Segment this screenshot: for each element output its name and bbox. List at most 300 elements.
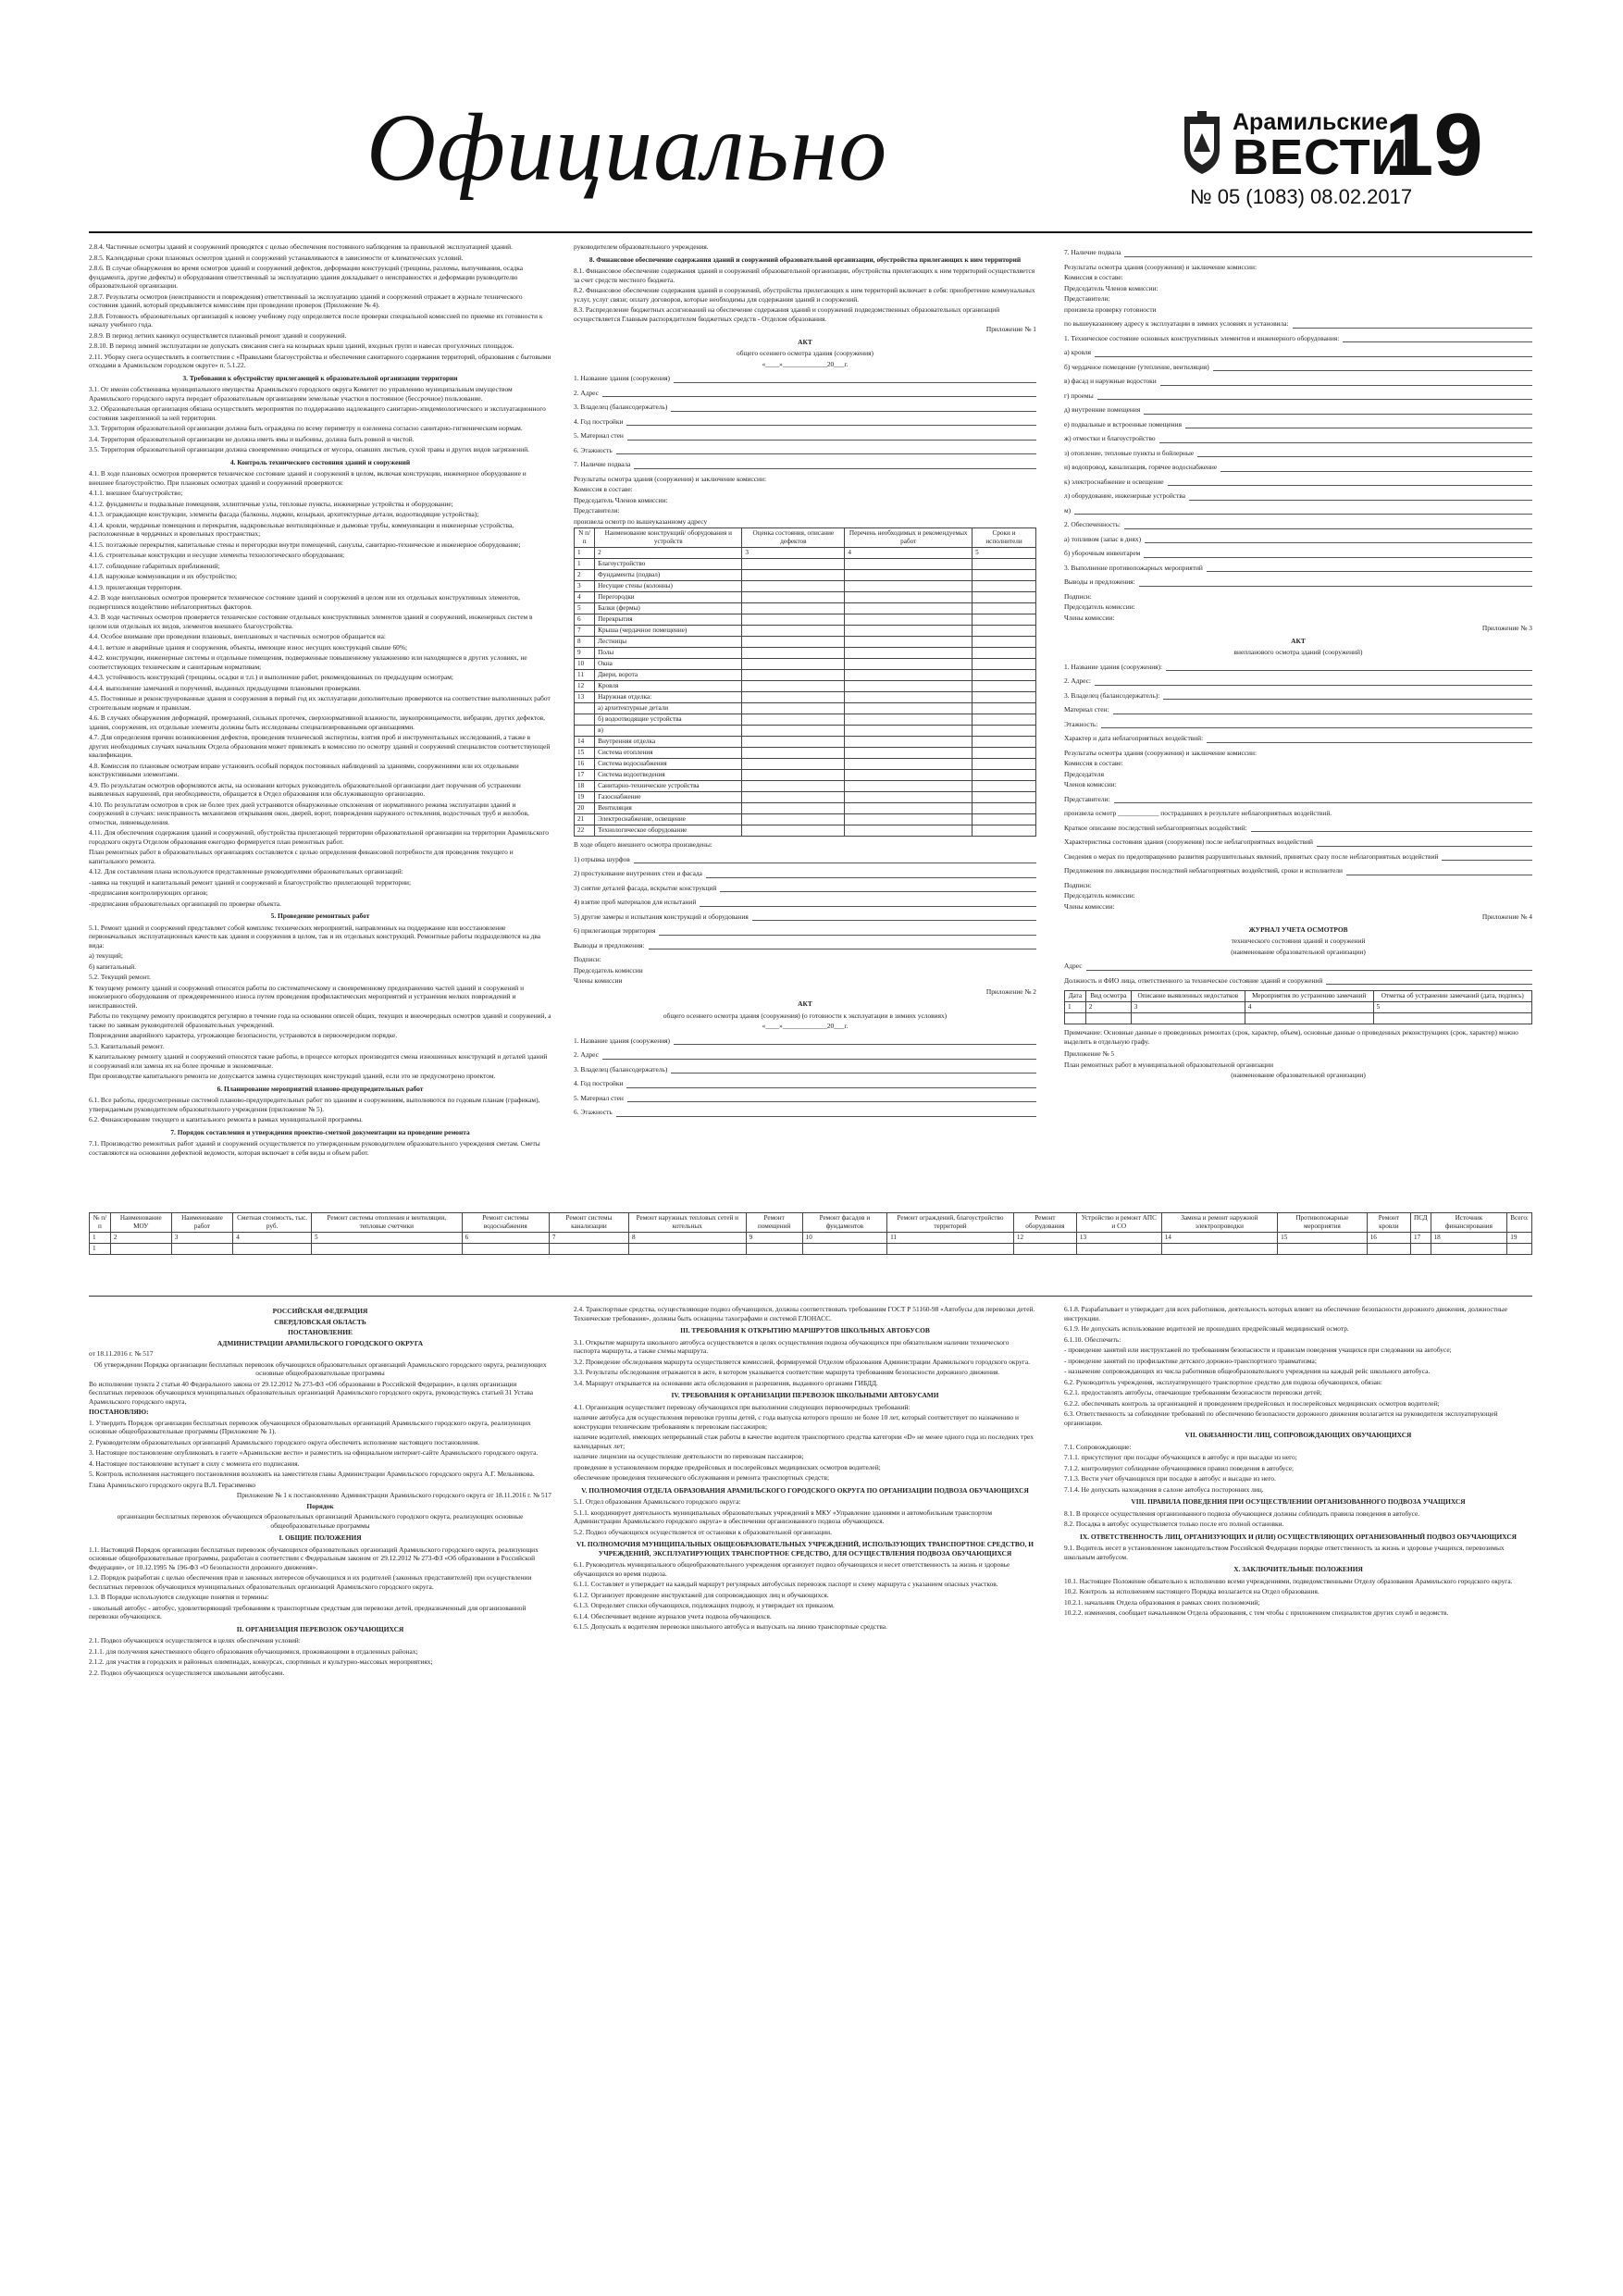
list-item: 6) прилегающая территория: [574, 926, 1036, 936]
brand-main: ВЕСТИ: [1233, 130, 1408, 185]
paragraph: План ремонтных работ в образовательных организациях составляется с целью определения финансовой потребности для проведения текущего и капитального ремонта.: [89, 848, 514, 865]
appendix-label: Приложение № 4: [1481, 912, 1532, 921]
paragraph: 3. Настоящее постановление опубликовать в газете «Арамильские вести» и разместить на официальном интернет-сайте Арамильского городского округа.: [89, 1448, 539, 1457]
plan-title: План ремонтных работ в муниципальной образовательной организации: [1064, 1060, 1274, 1069]
paragraph: 2. Руководителям образовательных организаций Арамильского городского округа обеспечить исполнение настоящего постановления.: [89, 1437, 480, 1446]
paragraph: Председателя: [1064, 769, 1104, 778]
column-2: [574, 242, 1036, 1205]
form-field-basement: 7. Наличие подвала: [1064, 248, 1532, 257]
form-field: 6. Этажность: [574, 1108, 1036, 1117]
column-number: 2: [595, 548, 742, 559]
row-label: Благоустройство: [595, 559, 742, 570]
column-number: 16: [1367, 1233, 1410, 1244]
row-number: 12: [575, 681, 595, 692]
form-field: 2. Адрес:: [1064, 676, 1532, 686]
empty-cell: [973, 670, 1036, 681]
column-number: 3: [1131, 1002, 1245, 1013]
table-row: [575, 570, 1036, 581]
paragraph: 10.1. Настоящее Положение обязательно к исполнению всеми учреждениями, подведомственными Отделу образования Арамильского городского округа.: [1064, 1576, 1513, 1585]
column-number: 14: [1161, 1233, 1278, 1244]
readiness-checklist: [1064, 319, 1532, 587]
empty-cell: [845, 692, 973, 703]
paragraph: 1. Утвердить Порядок организации бесплатных перевозок обучающихся образовательных организаций Арамильского городского округа, реализующих основные общеобразовательные программы (Приложение № 1).: [89, 1418, 531, 1435]
masthead: [89, 85, 1532, 224]
paragraph: б) капитальный.: [89, 962, 137, 971]
column-number: 19: [1507, 1233, 1532, 1244]
row-number: 10: [575, 659, 595, 670]
paragraph: 4.4. Особое внимание при проведении плановых, внеплановых и частичных осмотров обращается на:: [89, 632, 386, 640]
section-heading: II. ОРГАНИЗАЦИЯ ПЕРЕВОЗОК ОБУЧАЮЩИХСЯ: [236, 1624, 404, 1633]
conclusions: Выводы и предложения:: [574, 941, 1036, 950]
paragraph: 3.2. Образовательная организация обязана осуществлять мероприятия по поддержанию надлежащего санитарно-эпидемиологического и эксплуатационного состояния закрепленной за ней территории.: [89, 404, 546, 422]
form-field-name: 1. Название здания (сооружения): [574, 374, 1036, 383]
paragraph: 4.1.3. ограждающие конструкции, элементы фасада (балконы, лоджии, козырьки, архитектурные детали, водоотводящие устройства);: [89, 510, 479, 518]
column-number: 15: [1278, 1233, 1368, 1244]
masthead-rule: [89, 231, 1532, 233]
journal-org: (наименование образовательной организации): [1231, 947, 1366, 956]
form-field: 1. Название здания (сооружения): [574, 1036, 1036, 1046]
section-heading: IX. ОТВЕТСТВЕННОСТЬ ЛИЦ, ОРГАНИЗУЮЩИХ И (ИЛИ) ОСУЩЕСТВЛЯЮЩИХ ОРГАНИЗОВАННЫЙ ПОДВОЗ ОБУЧАЮЩИХСЯ: [1079, 1532, 1517, 1541]
appendix-label: Приложение № 3: [1481, 624, 1532, 632]
empty-cell: [845, 714, 973, 726]
header-line: СВЕРДЛОВСКАЯ ОБЛАСТЬ: [274, 1317, 366, 1326]
repair-plan-table: [89, 1212, 1532, 1255]
paragraph: 8.2. Финансовое обеспечение содержания зданий и сооружений, обустройства прилегающих к ним территорий включает в себя: приобретение коммунальных услуг, услуг связи; оплату договоров, которые необходимы для содержания зданий и сооружений.: [574, 286, 1035, 304]
row-number: 15: [575, 748, 595, 759]
checklist-item: Выводы и предложения:: [1064, 577, 1532, 587]
paragraph: 1.1. Настоящий Порядок организации бесплатных перевозок обучающихся образовательных организаций Арамильского городского округа, реализующих основные общеобразовательные программы, разработан в соответствии с Федеральным законом от 29.12.2012 № 273-ФЗ «Об образовании в Российской Федерации», от 10.12.1995 № 196-ФЗ «О безопасности дорожного движения».: [89, 1545, 539, 1571]
signatures: Подписи:: [1064, 880, 1092, 889]
paragraph: наличие автобуса для осуществления перевозки группы детей, с года выпуска которого прошло не более 10 лет, который соответствует по назначению и конструкции техническим требованиям к перевозкам пассажиров;: [574, 1413, 1019, 1431]
row-number: 1: [90, 1244, 111, 1255]
paragraph: 6.1.5. Допускать к водителям перевозки школьного автобуса и выпускать на линию транспортные средства.: [574, 1622, 887, 1631]
form-field: 3. Владелец (балансодержатель): [574, 1065, 1036, 1074]
paragraph: произвела осмотр ____________ пострадавших в результате неблагоприятных воздействий.: [1064, 809, 1332, 817]
empty-cell: [742, 692, 845, 703]
paragraph: Результаты осмотра здания (сооружения) и заключение комиссии:: [1064, 262, 1258, 271]
row-number: 14: [575, 737, 595, 748]
paragraph: 6.1.3. Определяет списки обучающихся, подлежащих подвозу, и утверждает их приказом.: [574, 1601, 835, 1609]
empty-cell: [845, 825, 973, 837]
paragraph: Представители:: [1064, 294, 1110, 303]
empty-cell: [845, 659, 973, 670]
table-row: [575, 670, 1036, 681]
members: Члены комиссии:: [1064, 901, 1115, 911]
signatures: Подписи:: [1064, 591, 1092, 601]
column-header: Перечень необходимых и рекомендуемых работ: [845, 528, 973, 548]
column-header: Наименование МОУ: [110, 1213, 171, 1233]
row-label: Балки (фермы): [595, 603, 742, 614]
form-field: Характер и дата неблагоприятных воздействий:: [1064, 734, 1532, 743]
empty-cell: [973, 748, 1036, 759]
paragraph: 4.1.6. строительные конструкции и несущие элементы технологического оборудования;: [89, 551, 345, 559]
row-label: Вентиляция: [595, 803, 742, 814]
empty-cell: [845, 814, 973, 825]
journal-table: [1064, 990, 1532, 1024]
column-header: Источник финансирования: [1431, 1213, 1507, 1233]
paragraph: 8.1. Финансовое обеспечение содержания зданий и сооружений образовательной организации, обустройства прилегающих к ним территорий осуществляется за счет средств местного бюджета.: [574, 267, 1035, 284]
section-heading: 6. Планирование мероприятий планово-предупредительных работ: [217, 1084, 424, 1093]
empty-cell: [1278, 1244, 1368, 1255]
empty-cell: [742, 703, 845, 714]
row-label: Санитарно-технические устройства: [595, 781, 742, 792]
column-number: 9: [746, 1233, 802, 1244]
paragraph: 6.1.9. Не допускать использование водителей не прошедших предрейсовый медицинский осмотр.: [1064, 1324, 1349, 1333]
paragraph: 8.2. Посадка в автобус осуществляется только после его полной остановки.: [1064, 1520, 1284, 1528]
paragraph: 3.3. Территория образовательной организации должна быть ограждена по всему периметру и озеленена согласно санитарно-гигиеническим нормам.: [89, 424, 523, 432]
section-heading: IV. ТРЕБОВАНИЯ К ОРГАНИЗАЦИИ ПЕРЕВОЗОК ШКОЛЬНЫМИ АВТОБУСАМИ: [671, 1391, 939, 1399]
section-heading: V. ПОЛНОМОЧИЯ ОТДЕЛА ОБРАЗОВАНИЯ АРАМИЛЬСКОГО ГОРОДСКОГО ОКРУГА ПО ОРГАНИЗАЦИИ ПОДВОЗА ОБУЧАЮЩИХСЯ: [581, 1485, 1029, 1495]
form-field: Адрес: [1064, 962, 1532, 971]
empty-cell: [1013, 1244, 1076, 1255]
paragraph: наличие лицензии на осуществление деятельности по перевозкам пассажиров;: [574, 1452, 804, 1460]
empty-cell: [973, 648, 1036, 659]
paragraph: 4.1.8. наружные коммуникации и их обустройство;: [89, 572, 238, 580]
paragraph: 6.1.4. Обеспечивает ведение журналов учета подвоза обучающихся.: [574, 1611, 772, 1620]
checklist-item: е) подвальные и встроенные помещения: [1064, 420, 1532, 429]
empty-cell: [973, 803, 1036, 814]
row-label: а) архитектурные детали: [595, 703, 742, 714]
row-number: [575, 714, 595, 726]
empty-cell: [628, 1244, 746, 1255]
column-number: 6: [462, 1233, 549, 1244]
row-label: Фундаменты (подвал): [595, 570, 742, 581]
paragraph: 2.2. Подвоз обучающихся осуществляется школьными автобусами.: [89, 1668, 285, 1677]
column-number: 7: [549, 1233, 628, 1244]
empty-cell: [742, 748, 845, 759]
empty-cell: [973, 737, 1036, 748]
checklist-item: г) проемы: [1064, 391, 1532, 401]
table-row: [575, 726, 1036, 737]
brand-top: Арамильские: [1233, 109, 1389, 135]
form-field: Этажность:: [1064, 720, 1532, 729]
empty-cell: [845, 670, 973, 681]
empty-cell: [845, 703, 973, 714]
empty-cell: [742, 637, 845, 648]
coat-of-arms-icon: [1181, 111, 1223, 176]
paragraph: 10.2. Контроль за исполнением настоящего Порядка возлагается на Отдел образования.: [1064, 1587, 1319, 1595]
paragraph: 5.3. Капитальный ремонт.: [89, 1041, 165, 1050]
row-label: Перекрытия: [595, 614, 742, 626]
paragraph: 4.12. Для составления плана используются представленные руководителями образовательных организаций:: [89, 867, 403, 875]
paragraph: 4. Настоящее постановление вступает в силу с момента его подписания.: [89, 1458, 300, 1468]
chairman: Председатель комиссии: [574, 965, 643, 974]
paragraph: 9.1. Водитель несет в установленном законодательством Российской Федерации порядке ответственность за жизнь и здоровье учащихся, перевозимых школьным автобусом.: [1064, 1544, 1505, 1561]
column-number: 4: [1245, 1002, 1373, 1013]
doc-title: Порядок: [306, 1501, 334, 1510]
section-heading: III. ТРЕБОВАНИЯ К ОТКРЫТИЮ МАРШРУТОВ ШКОЛЬНЫХ АВТОБУСОВ: [680, 1326, 930, 1334]
column-number: 4: [845, 548, 973, 559]
section-heading: 3. Требования к обустройству прилегающей к образовательной организации территории: [182, 373, 458, 382]
form-field: Сведения о мерах по предотвращению развития разрушительных явлений, принятых сразу после неблагоприятных воздействий: [1064, 852, 1532, 862]
paragraph: 6.2. Финансирование текущего и капитального ремонта в рамках муниципальной программы.: [89, 1115, 364, 1123]
checklist-item: з) отопление, тепловые пункты и бойлерные: [1064, 449, 1532, 458]
section-heading: 7. Порядок составления и утверждения проектно-сметной документации на проведение ремонта: [170, 1127, 470, 1136]
paragraph: - проведение занятий или инструктажей по требованиям безопасности и правилам поведения учащихся при следовании на автобусе;: [1064, 1346, 1452, 1354]
paragraph: 2.8.10. В период зимней эксплуатации не допускать свисания снега на козырьках крыш зданий, входных групп и навесах прогулочных площадок.: [89, 341, 514, 350]
paragraph: 5.1. Отдел образования Арамильского городского округа:: [574, 1497, 741, 1506]
row-number: 22: [575, 825, 595, 837]
column-number: 3: [742, 548, 845, 559]
empty-cell: [742, 648, 845, 659]
empty-cell: [845, 726, 973, 737]
date-line: «____»_____________20___г.: [762, 1022, 849, 1030]
row-label: Наружная отделка:: [595, 692, 742, 703]
empty-cell: [973, 592, 1036, 603]
paragraph: 6.2. Руководитель учреждения, эксплуатирующего транспортное средство для подвоза обучающихся, обязан:: [1064, 1377, 1382, 1386]
row-number: [575, 703, 595, 714]
column-number: 4: [233, 1233, 312, 1244]
appendix-label: Приложение № 2: [985, 987, 1036, 996]
empty-cell: [845, 559, 973, 570]
row-number: 21: [575, 814, 595, 825]
empty-cell: [742, 814, 845, 825]
paragraph: 7.1.3. Вести учет обучающихся при посадке в автобус и высадке из него.: [1064, 1474, 1276, 1483]
paragraph: 3.1. Открытие маршрута школьного автобуса осуществляется в целях осуществления подвоза обучающихся при обязательном наличии технического паспорта маршрута, а также схемы маршрута.: [574, 1337, 1010, 1355]
paragraph: 4.10. По результатам осмотров в срок не более трех дней устраняются обнаруженные отклонения от нормативного режима эксплуатации зданий и сооружений в случаях: неисправность механизмов открывания окон, дверей, ворот, повреждения наружного остекления, водосточных труб и желобов, отмостки, ливневыделения.: [89, 800, 529, 826]
empty-cell: [973, 559, 1036, 570]
row-number: 6: [575, 614, 595, 626]
row-label: Газоснабжение: [595, 792, 742, 803]
column-header: № п/п: [90, 1213, 111, 1233]
column-header: ПСД: [1411, 1213, 1431, 1233]
paragraph: 5.2. Подвоз обучающихся осуществляется от остановки к образовательной организации.: [574, 1527, 832, 1536]
column-header: Ремонт наружных тепловых сетей и котельных: [628, 1213, 746, 1233]
empty-cell: [845, 770, 973, 781]
section-heading: 5. Проведение ремонтных работ: [270, 912, 370, 920]
section-heading: 8. Финансовое обеспечение содержания зданий и сооружений образовательной организации, обустройства прилегающих к ним территорий: [588, 254, 1022, 264]
paragraph: 4.1.7. соблюдение габаритных приближений;: [89, 561, 220, 570]
empty-cell: [311, 1244, 462, 1255]
form-field: Должность и ФИО лица, ответственного за техническое состояние зданий и сооружений: [1064, 976, 1532, 986]
empty-cell: [1161, 1244, 1278, 1255]
empty-cell: [110, 1244, 171, 1255]
chairman: Председатель комиссии:: [1064, 602, 1135, 611]
paragraph: Повреждения аварийного характера, угрожающие безопасности, устраняются в первоочередном порядке.: [89, 1031, 398, 1039]
column-header: Отметка об устранении замечаний (дата, подпись): [1373, 991, 1531, 1002]
paragraph: 10.2.2. изменения, сообщает начальником Отдела образования, с тем чтобы с приложением специалистов других служб и ведомств.: [1064, 1608, 1449, 1617]
paragraph: наличие водителей, имеющих непрерывный стаж работы в качестве водителя транспортного средства категории «D» не менее одного года из последних трех календарных лет;: [574, 1433, 1034, 1450]
paragraph: 5.2. Текущий ремонт.: [89, 973, 151, 981]
paragraph: 2.8.9. В период летних каникул осуществляется плановый ремонт зданий и сооружений.: [89, 330, 347, 340]
form-field: 2. Адрес: [574, 1050, 1036, 1060]
empty-cell: [845, 759, 973, 770]
checklist-item: а) топливом (запас в днях): [1064, 535, 1532, 544]
header-line: АДМИНИСТРАЦИИ АРАМИЛЬСКОГО ГОРОДСКОГО ОКРУГА: [217, 1338, 424, 1347]
column-header: Вид осмотра: [1085, 991, 1131, 1002]
paragraph: 4.9. По результатам осмотров оформляются акты, на основании которых руководитель образовательной организации дает поручения об устранении выявленных нарушений, при необходимости, обращается в Отдел образования или обслуживающую организацию.: [89, 780, 521, 798]
row-label: Несущие стены (колонны): [595, 581, 742, 592]
section-heading: I. ОБЩИЕ ПОЛОЖЕНИЯ: [279, 1533, 362, 1542]
row-number: 16: [575, 759, 595, 770]
column-header: Ремонт системы водоснабжения: [462, 1213, 549, 1233]
column-number: 1: [575, 548, 595, 559]
paragraph: 8.1. В процессе осуществления организованного подвоза обучающиеся должны соблюдать правила поведения в автобусе.: [1064, 1508, 1420, 1518]
table-row: [575, 592, 1036, 603]
section-heading: VII. ОБЯЗАННОСТИ ЛИЦ, СОПРОВОЖДАЮЩИХ ОБУЧАЮЩИХСЯ: [1184, 1431, 1412, 1439]
paragraph: 6.1.1. Составляет и утверждает на каждый маршрут регулярных автобусных перевозок паспорт и схему маршрута с указанием опасных участков.: [574, 1580, 998, 1588]
column-number: 5: [311, 1233, 462, 1244]
journal-subtitle: технического состояния зданий и сооружений: [1231, 937, 1366, 945]
form-field-basement: 7. Наличие подвала: [574, 460, 1036, 469]
paragraph: 2.1.2. для участия в городских и районных олимпиадах, конкурсах, спортивных и культурно-массовых мероприятиях;: [89, 1657, 433, 1666]
checklist-item: в) фасад и наружные водостоки: [1064, 377, 1532, 386]
paragraph: 5.1. Ремонт зданий и сооружений представляет собой комплекс технических мероприятий, направленных на поддержание или восстановление первоначальных эксплуатационных качеств как здания и сооружения в целом, так и их отдельных конструкций. Ремонтные работы подразделяются на два вида:: [89, 923, 541, 949]
paragraph: Работы по текущему ремонту производятся регулярно в течение года на основании описей общих, текущих и внеочередных осмотров зданий и сооружений, а также по заявкам руководителей образовательных учреждений.: [89, 1011, 551, 1029]
column-number: 18: [1431, 1233, 1507, 1244]
empty-cell: [973, 681, 1036, 692]
column-header: Замена и ремонт наружной электропроводки: [1161, 1213, 1278, 1233]
appendix-label: Приложение № 1: [985, 325, 1036, 333]
empty-cell: [845, 781, 973, 792]
column-header: Ремонт системы отопления и вентиляции, тепловые счетчики: [311, 1213, 462, 1233]
section-title: Официально: [366, 94, 888, 201]
paragraph: 4.4.2. конструкции, инженерные системы и отдельные помещения, подверженные повышенному увлажнению или находящиеся в других условиях, не соответствующих техническим и санитарным нормативам;: [89, 653, 527, 671]
empty-cell: [742, 681, 845, 692]
paragraph: 6.3. Ответственность за соблюдение требований по обеспечению безопасности дорожного движения возлагается на руководителя эксплуатирующей организации.: [1064, 1409, 1498, 1427]
paragraph: 6.1. Все работы, предусмотренные системой планово-предупредительных работ по зданиям и сооружениям, выполняются по годовым планам (графикам), утверждаемым руководителем образовательного учреждения (приложение № 5).: [89, 1096, 540, 1113]
decree-subject: Об утверждении Порядка организации бесплатных перевозок обучающихся образовательных организаций Арамильского городского округа, реализующих основные общеобразовательные программы: [93, 1359, 547, 1377]
paragraph: В ходе общего внешнего осмотра произведены:: [574, 840, 712, 849]
paragraph: Во исполнение пункта 2 статьи 40 Федерального закона от 29.12.2012 № 273-ФЗ «Об образовании в Российской Федерации», в целях организации бесплатных перевозок обучающихся муниципальных образовательных организаций Арамильского городского округа, руководствуясь статьей 31 Устава Арамильского городского округа,: [89, 1379, 534, 1406]
paragraph: 3.1. От имени собственника муниципального имущества Арамильского городского округа Комитет по управлению муниципальным имуществом Арамильского городского округа передает образовательным организациям земельные участки в постоянное (бессрочное) пользование.: [89, 385, 513, 403]
row-label: Система водоотведения: [595, 770, 742, 781]
empty-cell: [845, 737, 973, 748]
list-item: 3) снятие деталей фасада, вскрытие конструкций: [574, 884, 1036, 893]
table-row: [575, 825, 1036, 837]
plan-org: (наименование образовательной организации): [1231, 1071, 1366, 1079]
column-header: Ремонт ограждений, благоустройство территорий: [887, 1213, 1014, 1233]
paragraph: 2.8.4. Частичные осмотры зданий и сооружений проводятся с целью обеспечения постоянного наблюдения за правильной эксплуатацией зданий.: [89, 242, 513, 251]
row-label: Крыша (чердачное помещение): [595, 626, 742, 637]
paragraph: - назначение сопровождающих из числа работников общеобразовательного учреждения на каждый рейс школьного автобуса.: [1064, 1367, 1431, 1375]
empty-cell: [742, 581, 845, 592]
row-number: 9: [575, 648, 595, 659]
row-number: 18: [575, 781, 595, 792]
table-row: [575, 603, 1036, 614]
doc-subtitle: организации бесплатных перевозок обучающихся образовательных организаций Арамильского городского округа, реализующих основные общеобразовательные программы: [117, 1512, 524, 1530]
empty-cell: [973, 726, 1036, 737]
empty-cell: [845, 570, 973, 581]
checklist-item: б) уборочным инвентарем: [1064, 549, 1532, 558]
row-label: Лестницы: [595, 637, 742, 648]
table-row: [575, 703, 1036, 714]
paragraph: 1.3. В Порядке используются следующие понятия и термины:: [89, 1593, 269, 1601]
empty-cell: [973, 659, 1036, 670]
empty-cell: [973, 825, 1036, 837]
table-row: [575, 614, 1036, 626]
paragraph: 4.1. В ходе плановых осмотров проверяется техническое состояние зданий и сооружений в целом, включая конструкции, инженерное оборудование и внешнее благоустройство. При плановых осмотрах зданий и сооружений проверяются:: [89, 469, 527, 487]
paragraph: Членов комиссии:: [1064, 780, 1117, 788]
paragraph: 3.4. Территория образовательной организации не должна иметь ямы и выбоины, должна быть ровной и чистой.: [89, 434, 415, 443]
form-field-address: 2. Адрес: [574, 389, 1036, 398]
row-number: 19: [575, 792, 595, 803]
empty-cell: [1507, 1244, 1532, 1255]
paragraph: 7.1.2. контролируют соблюдение обучающимися правил поведения в автобусе;: [1064, 1463, 1295, 1472]
paragraph: -предписания образовательных организаций по проверке объекта.: [89, 899, 281, 908]
paragraph: обеспечение проведения технического обслуживания и ремонта транспортных средств;: [574, 1473, 830, 1482]
paragraph: 4.7. Для определения причин возникновения дефектов, проведения технической экспертизы, взятия проб и инструментальных исследований, а также в других необходимых случаях начальник Отдела образования может привлекать в комиссию по осмотру зданий и сооружений специалистов соответствующей квалификации.: [89, 733, 551, 759]
paragraph: 3.3. Результаты обследования отражаются в акте, в котором указывается соответствие маршрута требованиям безопасности дорожного движения.: [574, 1368, 1000, 1376]
row-number: 3: [575, 581, 595, 592]
empty-cell: [549, 1244, 628, 1255]
form-field-floors: 6. Этажность: [574, 446, 1036, 455]
empty-cell: [742, 770, 845, 781]
row-label: Система водоснабжения: [595, 759, 742, 770]
column-3: [1064, 242, 1532, 1205]
empty-cell: [742, 825, 845, 837]
members: Члены комиссии:: [1064, 613, 1115, 622]
checklist-item: по вышеуказанному адресу к эксплуатации в зимних условиях и установила:: [1064, 319, 1532, 329]
empty-cell: [742, 559, 845, 570]
column-header: Устройство и ремонт АПС и СО: [1076, 1213, 1161, 1233]
paragraph: 6.1.10. Обеспечить:: [1064, 1334, 1121, 1344]
paragraph: Председатель Членов комиссии:: [1064, 283, 1158, 292]
row-number: [575, 726, 595, 737]
paragraph: 7.1.1. присутствуют при посадке обучающихся в автобус и при высадке из него;: [1064, 1453, 1297, 1461]
paragraph: Комиссия в составе:: [574, 485, 633, 493]
paragraph: 6.2.2. обеспечивать контроль за организацией и проведением предрейсовых и послерейсовых медицинских осмотров водителей;: [1064, 1398, 1440, 1408]
paragraph: Представители:: [574, 506, 620, 515]
table-row: [575, 692, 1036, 703]
row-number: 11: [575, 670, 595, 681]
form-field-owner: 3. Владелец (балансодержатель): [574, 403, 1036, 412]
act-title: АКТ: [798, 999, 812, 1008]
empty-cell: [742, 781, 845, 792]
column-number: 12: [1013, 1233, 1076, 1244]
paragraph: Комиссия в составе:: [1064, 759, 1123, 767]
section-divider: [89, 1296, 1532, 1297]
checklist-item: м): [1064, 506, 1532, 515]
row-label: Внутренняя отделка: [595, 737, 742, 748]
appendix-label: Приложение № 1 к постановлению Администрации Арамильского городского округа от 18.11.2016 г. № 517: [236, 1491, 551, 1499]
table-row: [575, 770, 1036, 781]
row-label: Двери, ворота: [595, 670, 742, 681]
paragraph: 2.8.6. В случае обнаружения во время осмотров зданий и сооружений дефектов, деформации конструкций (трещины, разломы, выпучивания, осадка фундамента, другие дефекты) и оборудования ответственный за эксплуатацию здания докладывает о неисправностях и деформации руководителю образовательной организации.: [89, 264, 524, 290]
paragraph: Председатель Членов комиссии:: [574, 495, 668, 504]
empty-cell: [973, 637, 1036, 648]
empty-cell: [845, 592, 973, 603]
column-header: Ремонт оборудования: [1013, 1213, 1076, 1233]
column-header: Описание выявленных недостатков: [1131, 991, 1245, 1002]
paragraph: 4.6. В случаях обнаружения деформаций, промерзаний, сильных протечек, сверхнормативной влажности, звукопроницаемости, вибрации, других дефектов, здания, сооружения, их отдельные элементы должны быть исследованы специализированными организациями.: [89, 714, 546, 731]
empty-cell: [845, 803, 973, 814]
checklist-item: к) электроснабжение и освещение: [1064, 478, 1532, 487]
column-header: Ремонт фасадов и фундаментов: [802, 1213, 886, 1233]
act-title: АКТ: [798, 337, 812, 346]
empty-cell: [973, 781, 1036, 792]
table-row: [575, 759, 1036, 770]
act-subtitle: общего осеннего осмотра здания (сооружения) (о готовности к эксплуатации в зимних условиях): [663, 1011, 948, 1020]
checklist-item: и) водопровод, канализация, горячее водоснабжение: [1064, 463, 1532, 472]
table-row: [575, 559, 1036, 570]
form-field: 5. Материал стен: [574, 1094, 1036, 1103]
empty-cell: [742, 614, 845, 626]
paragraph: 4.1. Организация осуществляет перевозку обучающихся при выполнении следующих первоочередных требований:: [574, 1402, 911, 1411]
act-subtitle: общего осеннего осмотра здания (сооружения): [737, 349, 873, 357]
checklist-item: б) чердачное помещение (утепление, вентиляция): [1064, 363, 1532, 372]
table-row: [575, 803, 1036, 814]
signatures: Подписи:: [574, 955, 601, 963]
empty-cell: [973, 814, 1036, 825]
empty-cell: [845, 648, 973, 659]
paragraph: 4.4.4. выполнение замечаний и поручений, выданных предыдущими плановыми проверками.: [89, 683, 362, 692]
column-header: Ремонт кровли: [1367, 1213, 1410, 1233]
paragraph: 7.1.4. Не допускать нахождения в салоне автобуса посторонних лиц.: [1064, 1484, 1264, 1494]
form-field: 4. Год постройки: [574, 1079, 1036, 1088]
empty-cell: [802, 1244, 886, 1255]
empty-cell: [845, 681, 973, 692]
